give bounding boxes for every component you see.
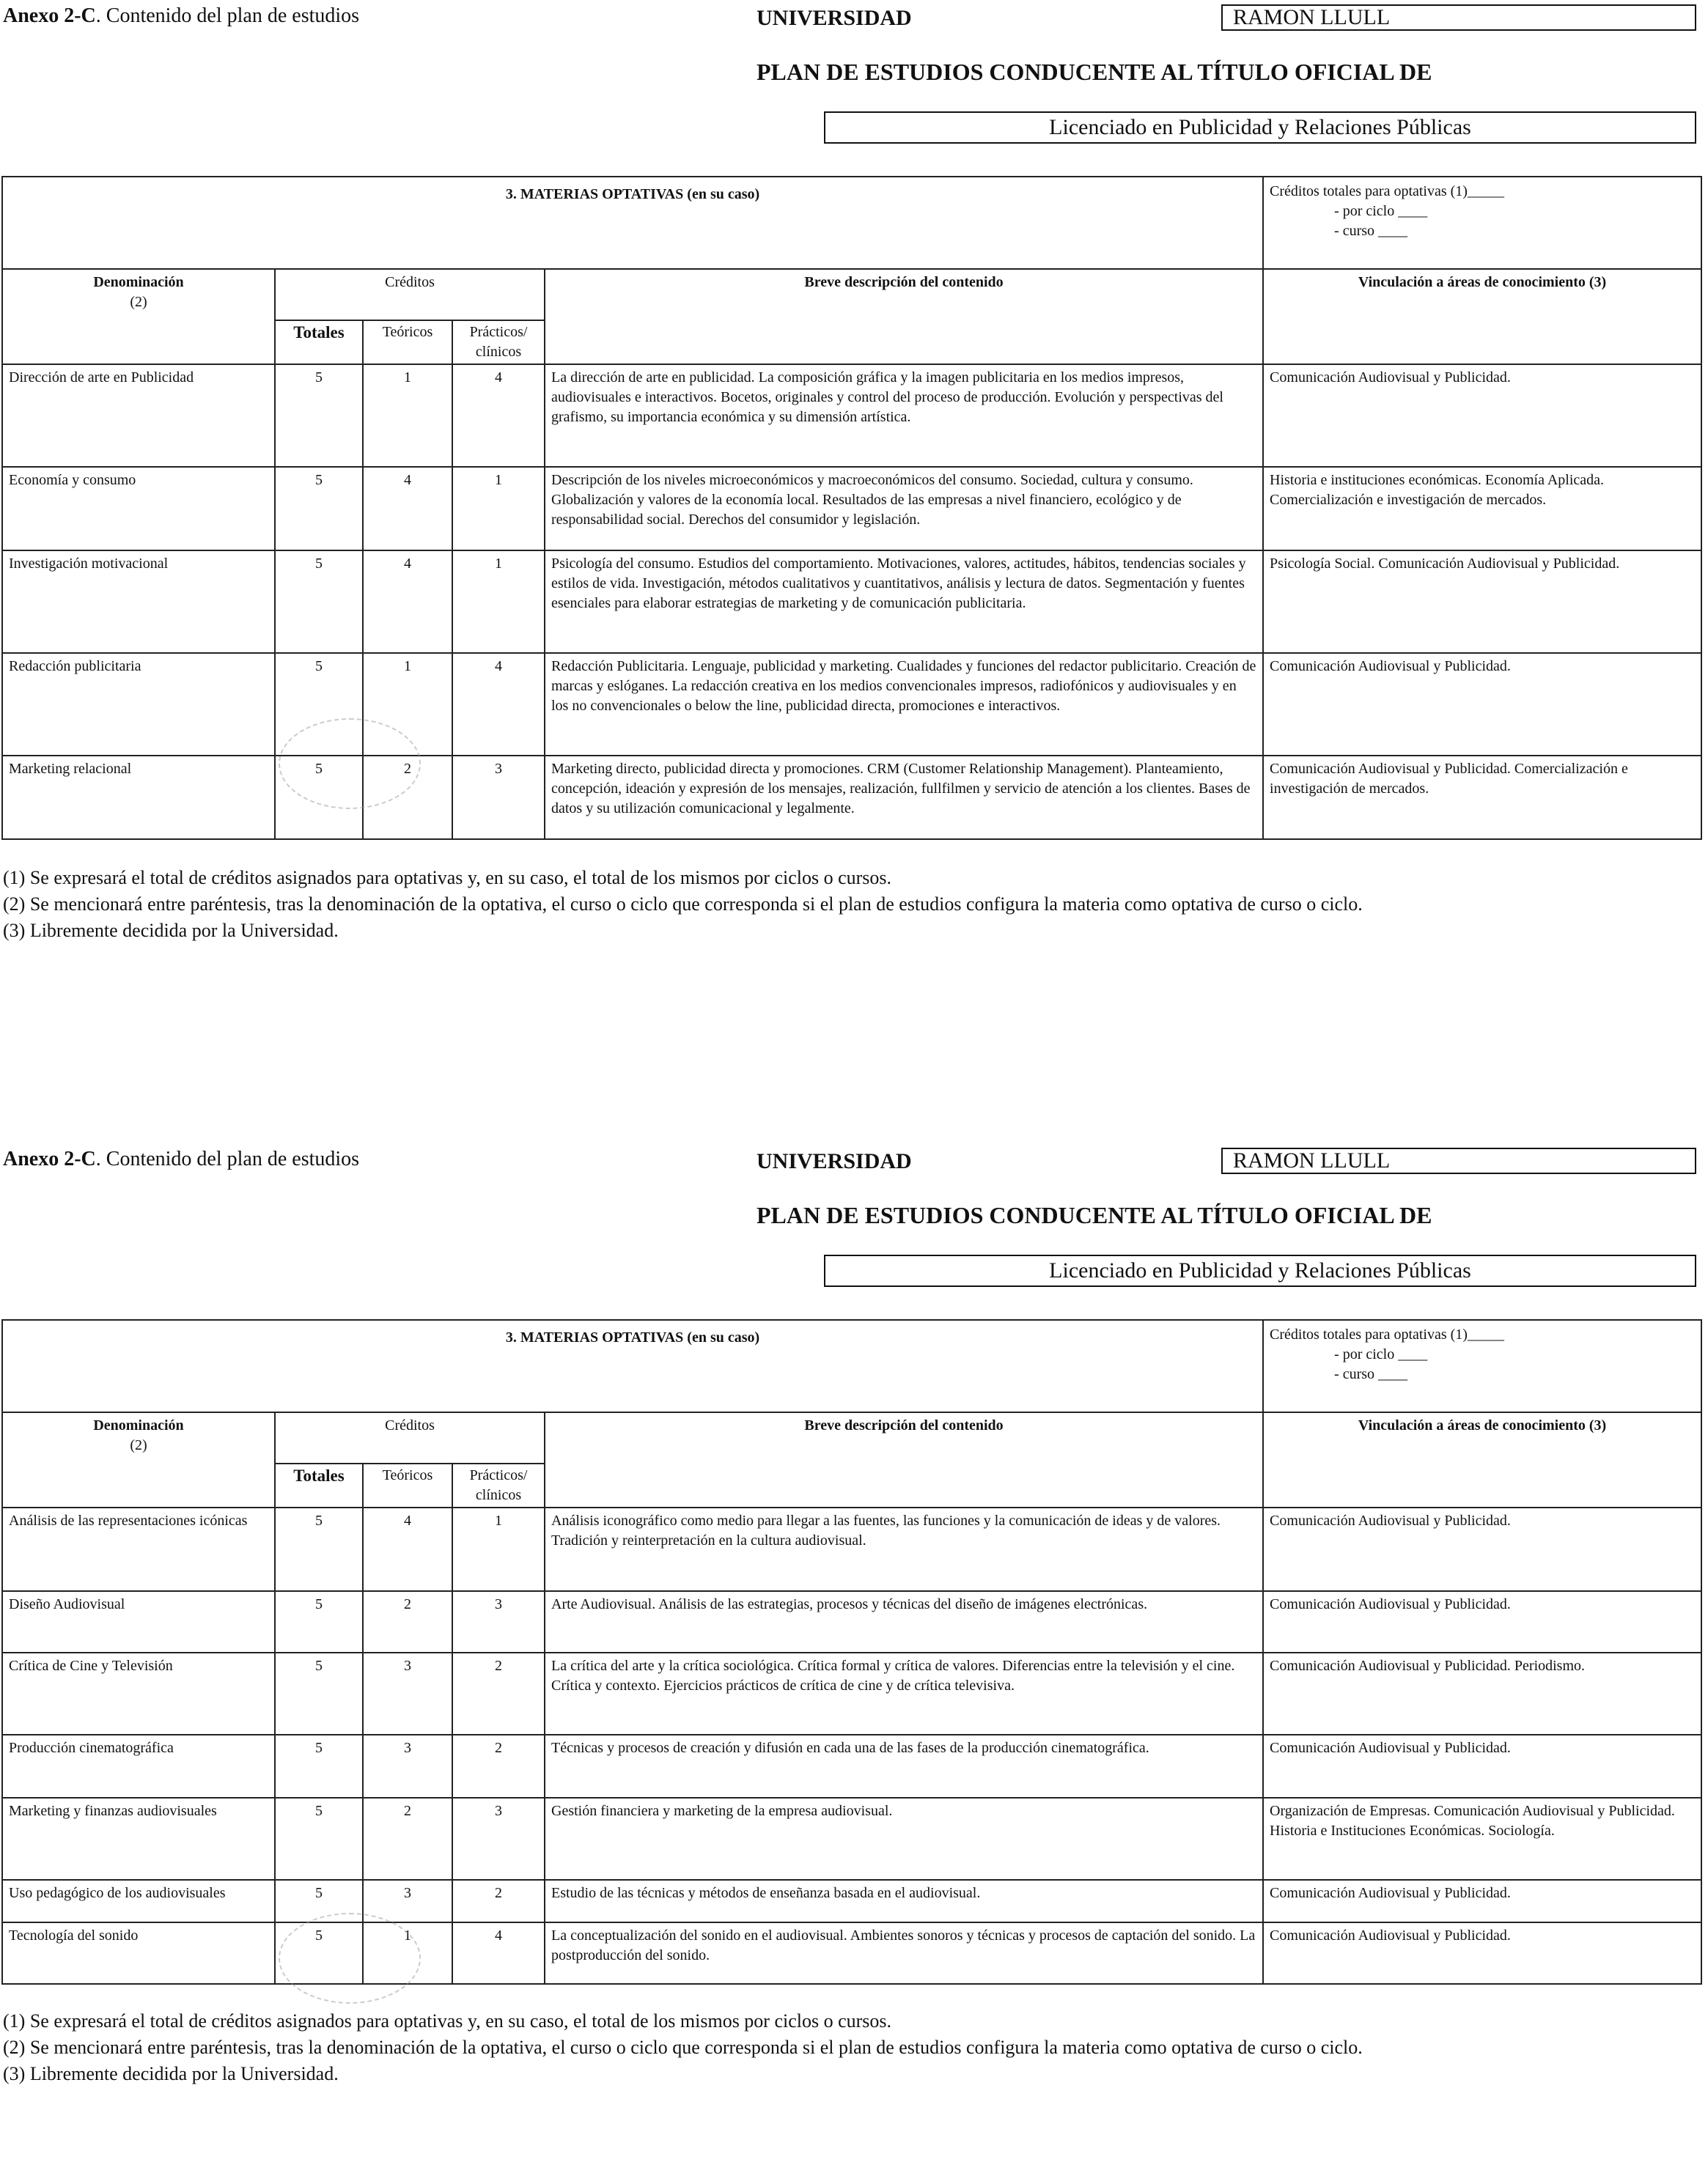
col-descripcion: Breve descripción del contenido [545, 269, 1263, 364]
materias-optativas-table [1, 176, 1702, 840]
row-practicos: 4 [452, 364, 545, 467]
table-row [2, 1880, 1701, 1922]
row-descripcion: La dirección de arte en publicidad. La composición gráfica y la imagen publicitaria en los medios impresos, audiovisuales e interactivos. Bocetos, originales y control del proceso de producción. Evolución y perspectivas del grafismo, su importancia económica y su dimensión artística. [545, 364, 1263, 467]
row-totales: 5 [275, 1591, 363, 1653]
row-totales: 5 [275, 550, 363, 653]
table-row [2, 1591, 1701, 1653]
table-row [2, 653, 1701, 756]
row-vinculacion: Comunicación Audiovisual y Publicidad. [1263, 364, 1701, 467]
row-totales: 5 [275, 1508, 363, 1591]
creditos-totales-cell: Créditos totales para optativas (1)_____ - por ciclo ____ - curso ____ [1263, 1320, 1701, 1412]
footnote-2: (2) Se mencionará entre paréntesis, tras la denominación de la optativa, el curso o ciclo que corresponda si el plan de estudios configura la materia como optativa de curso o ciclo. [3, 893, 1363, 915]
footnotes [3, 865, 1363, 944]
col-vinculacion: Vinculación a áreas de conocimiento (3) [1263, 1412, 1701, 1508]
footnote-3: (3) Libremente decidida por la Universidad. [3, 920, 339, 941]
row-descripcion: Redacción Publicitaria. Lenguaje, publicidad y marketing. Cualidades y funciones del redactor publicitario. Creación de marcas y eslóganes. La redacción creativa en los medios convencionales impresos, radiofónicos y audiovisuales y en los no convencionales o below the line, publicidad directa, promociones e interactivos. [545, 653, 1263, 756]
row-denominacion: Crítica de Cine y Televisión [2, 1653, 275, 1735]
row-practicos: 3 [452, 756, 545, 839]
row-teoricos: 3 [363, 1880, 452, 1922]
footnote-1: (1) Se expresará el total de créditos asignados para optativas y, en su caso, el total de los mismos por ciclos o cursos. [3, 867, 892, 888]
row-descripcion: Análisis iconográfico como medio para llegar a las fuentes, las funciones y la comunicación de ideas y de valores. Tradición y reinterpretación en la cultura audiovisual. [545, 1508, 1263, 1591]
table-row [2, 1922, 1701, 1984]
universidad-label: UNIVERSIDAD [757, 6, 912, 30]
row-denominacion: Producción cinematográfica [2, 1735, 275, 1798]
col-creditos: Créditos [275, 1412, 545, 1464]
row-totales: 5 [275, 756, 363, 839]
row-vinculacion: Comunicación Audiovisual y Publicidad. [1263, 1735, 1701, 1798]
row-descripcion: La conceptualización del sonido en el audiovisual. Ambientes sonoros y técnicas y procesos de captación del sonido. La postproducción del sonido. [545, 1922, 1263, 1984]
anexo-heading: Anexo 2-C. Contenido del plan de estudios [3, 1148, 360, 1170]
plan-title: PLAN DE ESTUDIOS CONDUCENTE AL TÍTULO OFICIAL DE [757, 59, 1432, 85]
row-descripcion: Descripción de los niveles microeconómicos y macroeconómicos del consumo. Sociedad, cultura y consumo. Globalización y valores de la economía local. Resultados de las empresas a nivel financiero, ecológico y de responsabilidad social. Derechos del consumidor y legislación. [545, 467, 1263, 550]
row-practicos: 1 [452, 1508, 545, 1591]
row-vinculacion: Psicología Social. Comunicación Audiovisual y Publicidad. [1263, 550, 1701, 653]
row-denominacion: Tecnología del sonido [2, 1922, 275, 1984]
row-totales: 5 [275, 1880, 363, 1922]
row-practicos: 2 [452, 1735, 545, 1798]
universidad-value-box: RAMON LLULL [1221, 1148, 1696, 1174]
row-descripcion: Técnicas y procesos de creación y difusión en cada una de las fases de la producción cinematográfica. [545, 1735, 1263, 1798]
row-denominacion: Marketing y finanzas audiovisuales [2, 1798, 275, 1880]
row-practicos: 3 [452, 1591, 545, 1653]
row-denominacion: Uso pedagógico de los audiovisuales [2, 1880, 275, 1922]
row-descripcion: Estudio de las técnicas y métodos de enseñanza basada en el audiovisual. [545, 1880, 1263, 1922]
footnote-2: (2) Se mencionará entre paréntesis, tras la denominación de la optativa, el curso o ciclo que corresponda si el plan de estudios configura la materia como optativa de curso o ciclo. [3, 2037, 1363, 2058]
row-teoricos: 2 [363, 1591, 452, 1653]
plan-title: PLAN DE ESTUDIOS CONDUCENTE AL TÍTULO OFICIAL DE [757, 1202, 1432, 1228]
row-practicos: 2 [452, 1880, 545, 1922]
row-vinculacion: Organización de Empresas. Comunicación Audiovisual y Publicidad. Historia e Instituciones Económicas. Sociología. [1263, 1798, 1701, 1880]
row-practicos: 1 [452, 467, 545, 550]
row-teoricos: 2 [363, 1798, 452, 1880]
table-row [2, 756, 1701, 839]
row-teoricos: 3 [363, 1653, 452, 1735]
row-practicos: 4 [452, 653, 545, 756]
seal-stamp [279, 718, 421, 809]
table-row [2, 550, 1701, 653]
row-denominacion: Redacción publicitaria [2, 653, 275, 756]
subcol-practicos: Prácticos/ clínicos [452, 320, 545, 364]
table-row [2, 364, 1701, 467]
row-descripcion: Gestión financiera y marketing de la empresa audiovisual. [545, 1798, 1263, 1880]
document-page-1 [0, 0, 1708, 1041]
creditos-totales-cell: Créditos totales para optativas (1)_____ - por ciclo ____ - curso ____ [1263, 177, 1701, 269]
row-vinculacion: Comunicación Audiovisual y Publicidad. [1263, 1922, 1701, 1984]
row-teoricos: 4 [363, 550, 452, 653]
universidad-value-box: RAMON LLULL [1221, 4, 1696, 31]
footnote-1: (1) Se expresará el total de créditos asignados para optativas y, en su caso, el total de los mismos por ciclos o cursos. [3, 2010, 892, 2032]
universidad-label: UNIVERSIDAD [757, 1149, 912, 1173]
row-teoricos: 4 [363, 467, 452, 550]
row-vinculacion: Comunicación Audiovisual y Publicidad. Comercialización e investigación de mercados. [1263, 756, 1701, 839]
row-totales: 5 [275, 467, 363, 550]
row-vinculacion: Comunicación Audiovisual y Publicidad. [1263, 653, 1701, 756]
document-page-2 [0, 1143, 1708, 2184]
row-vinculacion: Comunicación Audiovisual y Publicidad. [1263, 1508, 1701, 1591]
row-descripcion: Marketing directo, publicidad directa y promociones. CRM (Customer Relationship Management). Planteamiento, concepción, ideación y expresión de los mensajes, realización, fullfilmen y servicio de atención a los clientes. Bases de datos y su utilización comunicacional y legalmente. [545, 756, 1263, 839]
subcol-totales: Totales [275, 1464, 363, 1508]
subcol-practicos: Prácticos/ clínicos [452, 1464, 545, 1508]
titulo-box: Licenciado en Publicidad y Relaciones Públicas [824, 1255, 1696, 1287]
row-denominacion: Diseño Audiovisual [2, 1591, 275, 1653]
subcol-totales: Totales [275, 320, 363, 364]
row-denominacion: Análisis de las representaciones icónicas [2, 1508, 275, 1591]
row-vinculacion: Historia e instituciones económicas. Economía Aplicada. Comercialización e investigación de mercados. [1263, 467, 1701, 550]
row-vinculacion: Comunicación Audiovisual y Publicidad. [1263, 1591, 1701, 1653]
row-vinculacion: Comunicación Audiovisual y Publicidad. Periodismo. [1263, 1653, 1701, 1735]
col-vinculacion: Vinculación a áreas de conocimiento (3) [1263, 269, 1701, 364]
row-teoricos: 4 [363, 1508, 452, 1591]
table-row [2, 1508, 1701, 1591]
row-teoricos: 1 [363, 653, 452, 756]
col-denominacion: Denominación (2) [2, 1412, 275, 1508]
row-denominacion: Marketing relacional [2, 756, 275, 839]
subcol-teoricos: Teóricos [363, 320, 452, 364]
table-row [2, 1653, 1701, 1735]
row-denominacion: Investigación motivacional [2, 550, 275, 653]
row-practicos: 2 [452, 1653, 545, 1735]
row-totales: 5 [275, 1922, 363, 1984]
row-vinculacion: Comunicación Audiovisual y Publicidad. [1263, 1880, 1701, 1922]
col-creditos: Créditos [275, 269, 545, 320]
row-practicos: 4 [452, 1922, 545, 1984]
row-totales: 5 [275, 1735, 363, 1798]
materias-optativas-table [1, 1319, 1702, 1985]
row-denominacion: Economía y consumo [2, 467, 275, 550]
section-title: 3. MATERIAS OPTATIVAS (en su caso) [2, 177, 1263, 269]
row-descripcion: Psicología del consumo. Estudios del comportamiento. Motivaciones, valores, actitudes, hábitos, tendencias sociales y estilos de vida. Investigación, métodos cualitativos y cuantitativos, análisis y lectura de datos. Segmentación y fuentes esenciales para elaborar estrategias de marketing y de comunicación publicitaria. [545, 550, 1263, 653]
row-totales: 5 [275, 653, 363, 756]
subcol-teoricos: Teóricos [363, 1464, 452, 1508]
row-teoricos: 2 [363, 756, 452, 839]
row-practicos: 1 [452, 550, 545, 653]
table-row [2, 1798, 1701, 1880]
row-teoricos: 1 [363, 364, 452, 467]
table-row [2, 1735, 1701, 1798]
row-totales: 5 [275, 1798, 363, 1880]
col-denominacion: Denominación (2) [2, 269, 275, 364]
row-descripcion: Arte Audiovisual. Análisis de las estrategias, procesos y técnicas del diseño de imágenes electrónicas. [545, 1591, 1263, 1653]
col-descripcion: Breve descripción del contenido [545, 1412, 1263, 1508]
row-teoricos: 3 [363, 1735, 452, 1798]
anexo-heading: Anexo 2-C. Contenido del plan de estudios [3, 4, 360, 27]
titulo-box: Licenciado en Publicidad y Relaciones Públicas [824, 111, 1696, 144]
row-totales: 5 [275, 1653, 363, 1735]
row-practicos: 3 [452, 1798, 545, 1880]
footnote-3: (3) Libremente decidida por la Universidad. [3, 2063, 339, 2084]
seal-stamp [279, 1913, 421, 2004]
row-denominacion: Dirección de arte en Publicidad [2, 364, 275, 467]
row-totales: 5 [275, 364, 363, 467]
row-descripcion: La crítica del arte y la crítica sociológica. Crítica formal y crítica de valores. Diferencias entre la televisión y el cine. Crítica y contexto. Ejercicios prácticos de crítica de cine y de crítica televisiva. [545, 1653, 1263, 1735]
footnotes [3, 2008, 1363, 2087]
section-title: 3. MATERIAS OPTATIVAS (en su caso) [2, 1320, 1263, 1412]
row-teoricos: 1 [363, 1922, 452, 1984]
table-row [2, 467, 1701, 550]
